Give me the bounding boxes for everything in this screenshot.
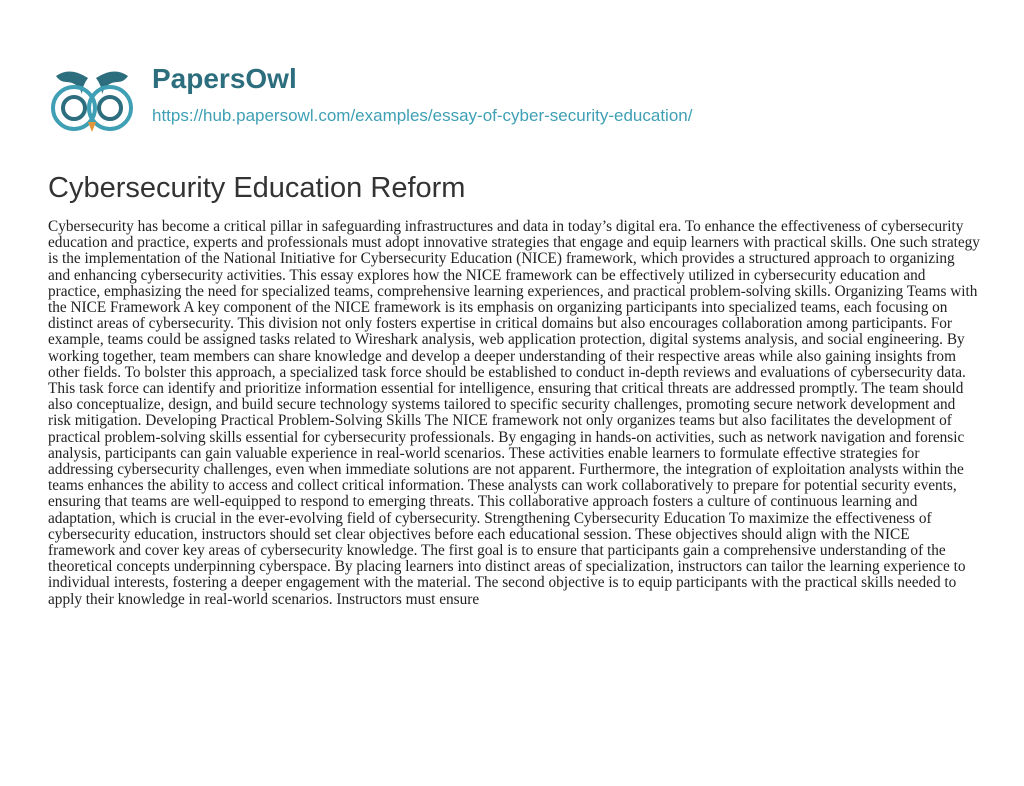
source-url-link[interactable]: https://hub.papersowl.com/examples/essay-of-cyber-security-education/: [152, 106, 693, 125]
document-title: Cybersecurity Education Reform: [48, 172, 466, 204]
site-header: [48, 62, 978, 142]
owl-eyes-icon: [48, 62, 136, 142]
brand-name: PapersOwl: [152, 63, 297, 94]
document-body: Cybersecurity has become a critical pillar in safeguarding infrastructures and data in today’s digital era. To enhance the effectiveness of cybersecurity education and practice, experts and professionals must adopt innovative strategies that engage and equip learners with practical skills. One such strategy is the implementation of the National Initiative for Cybersecurity Education (NICE) framework, which provides a structured approach to organizing and enhancing cybersecurity activities. This essay explores how the NICE framework can be effectively utilized in cybersecurity education and practice, emphasizing the need for specialized teams, comprehensive learning experiences, and practical problem-solving skills. Organizing Teams with the NICE Framework A key component of the NICE framework is its emphasis on organizing participants into specialized teams, each focusing on distinct areas of cybersecurity. This division not only fosters expertise in critical domains but also encourages collaboration among participants. For example, teams could be assigned tasks related to Wireshark analysis, web application protection, digital systems analysis, and social engineering. By working together, team members can share knowledge and develop a deeper understanding of their respective areas while also gaining insights from other fields. To bolster this approach, a specialized task force should be established to conduct in-depth reviews and evaluations of cybersecurity data. This task force can identify and prioritize information essential for intelligence, ensuring that critical threats are addressed promptly. The team should also conceptualize, design, and build secure technology systems tailored to specific security challenges, promoting secure network development and risk mitigation. Developing Practical Problem-Solving Skills The NICE framework not only organizes teams but also facilitates the development of practical problem-solving skills essential for cybersecurity professionals. By engaging in hands-on activities, such as network navigation and forensic analysis, participants can gain valuable experience in real-world scenarios. These activities enable learners to formulate effective strategies for addressing cybersecurity challenges, even when immediate solutions are not apparent. Furthermore, the integration of exploitation analysts within the teams enhances the ability to access and collect critical information. These analysts can work collaboratively to prepare for potential security events, ensuring that teams are well-equipped to respond to emerging threats. This collaborative approach fosters a culture of continuous learning and adaptation, which is crucial in the ever-evolving field of cybersecurity. Strengthening Cybersecurity Education To maximize the effectiveness of cybersecurity education, instructors should set clear objectives before each educational session. These objectives should align with the NICE framework and cover key areas of cybersecurity knowledge. The first goal is to ensure that participants gain a comprehensive understanding of the theoretical concepts underpinning cyberspace. By placing learners into distinct areas of specialization, instructors can tailor the learning experience to individual interests, fostering a deeper engagement with the material. The second objective is to equip participants with the practical skills needed to apply their knowledge in real-world scenarios. Instructors must ensure: [48, 218, 980, 608]
